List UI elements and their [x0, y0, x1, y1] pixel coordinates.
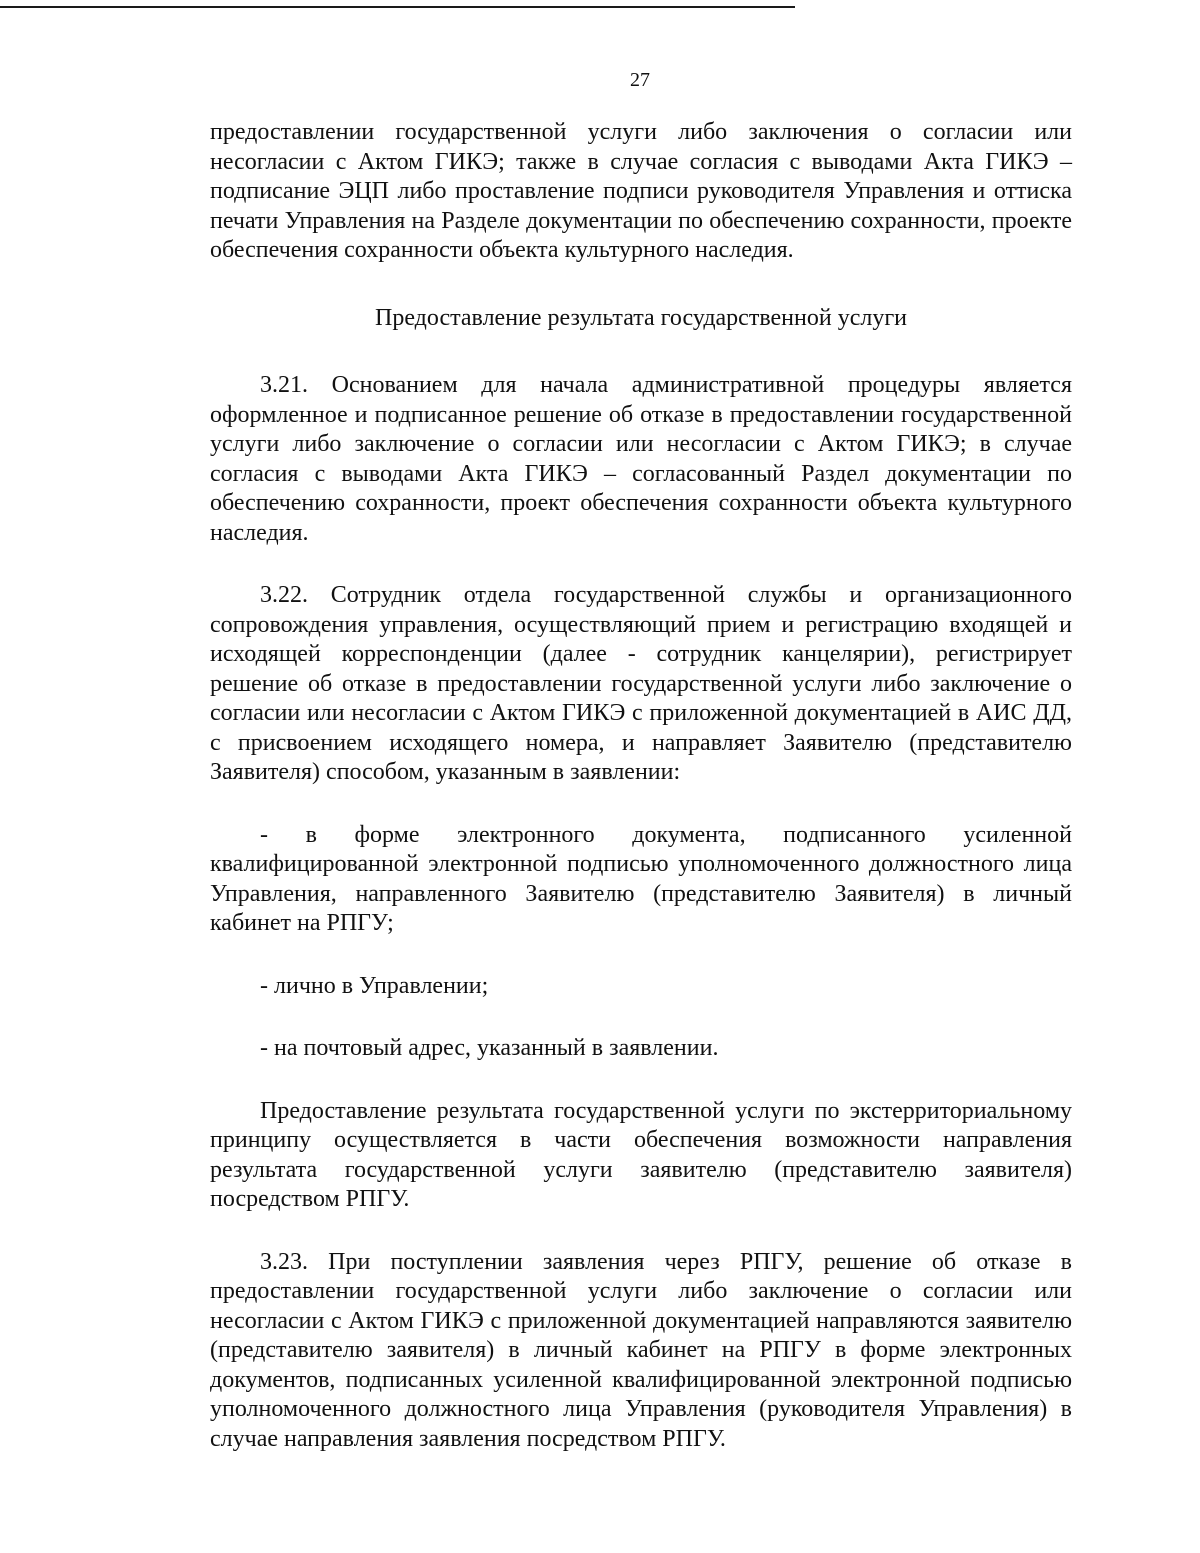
- paragraph-continuation: предоставлении государственной услуги либо заключения о согласии или несогласии с Актом ГИКЭ; также в случае согласия с выводами Акта ГИКЭ – подписание ЭЦП либо проставление подписи руководителя Управления и оттиска печати Управления на Разделе документации по обеспечению сохранности, проекте обеспечения сохранности объекта культурного наследия.: [210, 119, 1072, 263]
- spacer: [210, 548, 1072, 581]
- paragraph-3-22: 3.22. Сотрудник отдела государственной службы и организационного сопровождения управления, осуществляющий прием и регистрацию входящей и исходящей корреспонденции (далее - сотрудник канцелярии), регистрирует решение об отказе в предоставлении государственной услуги либо заключение о согласии или несогласии с Актом ГИКЭ с приложенной документацией в АИС ДД, с присвоением исходящего номера, и направляет Заявителю (представителю Заявителя) способом, указанным в заявлении:: [210, 582, 1072, 785]
- paragraph-3-21: 3.21. Основанием для начала административной процедуры является оформленное и подписанное решение об отказе в предоставлении государственной услуги либо заключение о согласии или несогласии с Актом ГИКЭ; в случае согласия с выводами Акта ГИКЭ – согласованный Раздел документации по обеспечению сохранности, проект обеспечения сохранности объекта культурного наследия.: [210, 372, 1072, 546]
- page-number: 27: [630, 69, 650, 91]
- spacer: [210, 266, 1072, 304]
- bullet-personal-delivery: - лично в Управлении;: [260, 972, 489, 999]
- paragraph-3-23: 3.23. При поступлении заявления через РПГУ, решение об отказе в предоставлении государственной услуги либо заключение о согласии или несогласии с Актом ГИКЭ с приложенной документацией направляются заявителю (представителю заявителя) в личный кабинет на РПГУ в форме электронных документов, подписанных усиленной квалифицированной электронной подписью уполномоченного должностного лица Управления (руководителя Управления) в случае направления заявления посредством РПГУ.: [210, 1248, 1072, 1452]
- section-heading: Предоставление результата государственной услуги: [374, 304, 908, 331]
- bullet-postal-delivery: - на почтовый адрес, указанный в заявлении.: [260, 1035, 719, 1061]
- spacer: [210, 788, 1072, 821]
- bullet-electronic-delivery: - в форме электронного документа, подписанного усиленной квалифицированной электронной подписью уполномоченного должностного лица Управления, направленного Заявителю (представителю Заявителя) в личный кабинет на РПГУ;: [210, 821, 1072, 936]
- spacer: [210, 939, 1072, 972]
- spacer: [210, 1064, 1072, 1097]
- paragraph-exterritorial: Предоставление результата государственной услуги по экстерриториальному принципу осуществляется в части обеспечения возможности направления результата государственной услуги заявителю (представителю заявителя) посредством РПГУ.: [210, 1097, 1072, 1212]
- scan-border-line: [0, 6, 795, 8]
- spacer: [210, 1215, 1072, 1248]
- spacer: [210, 1001, 1072, 1034]
- spacer: [210, 333, 1072, 371]
- document-body: [210, 118, 1072, 1454]
